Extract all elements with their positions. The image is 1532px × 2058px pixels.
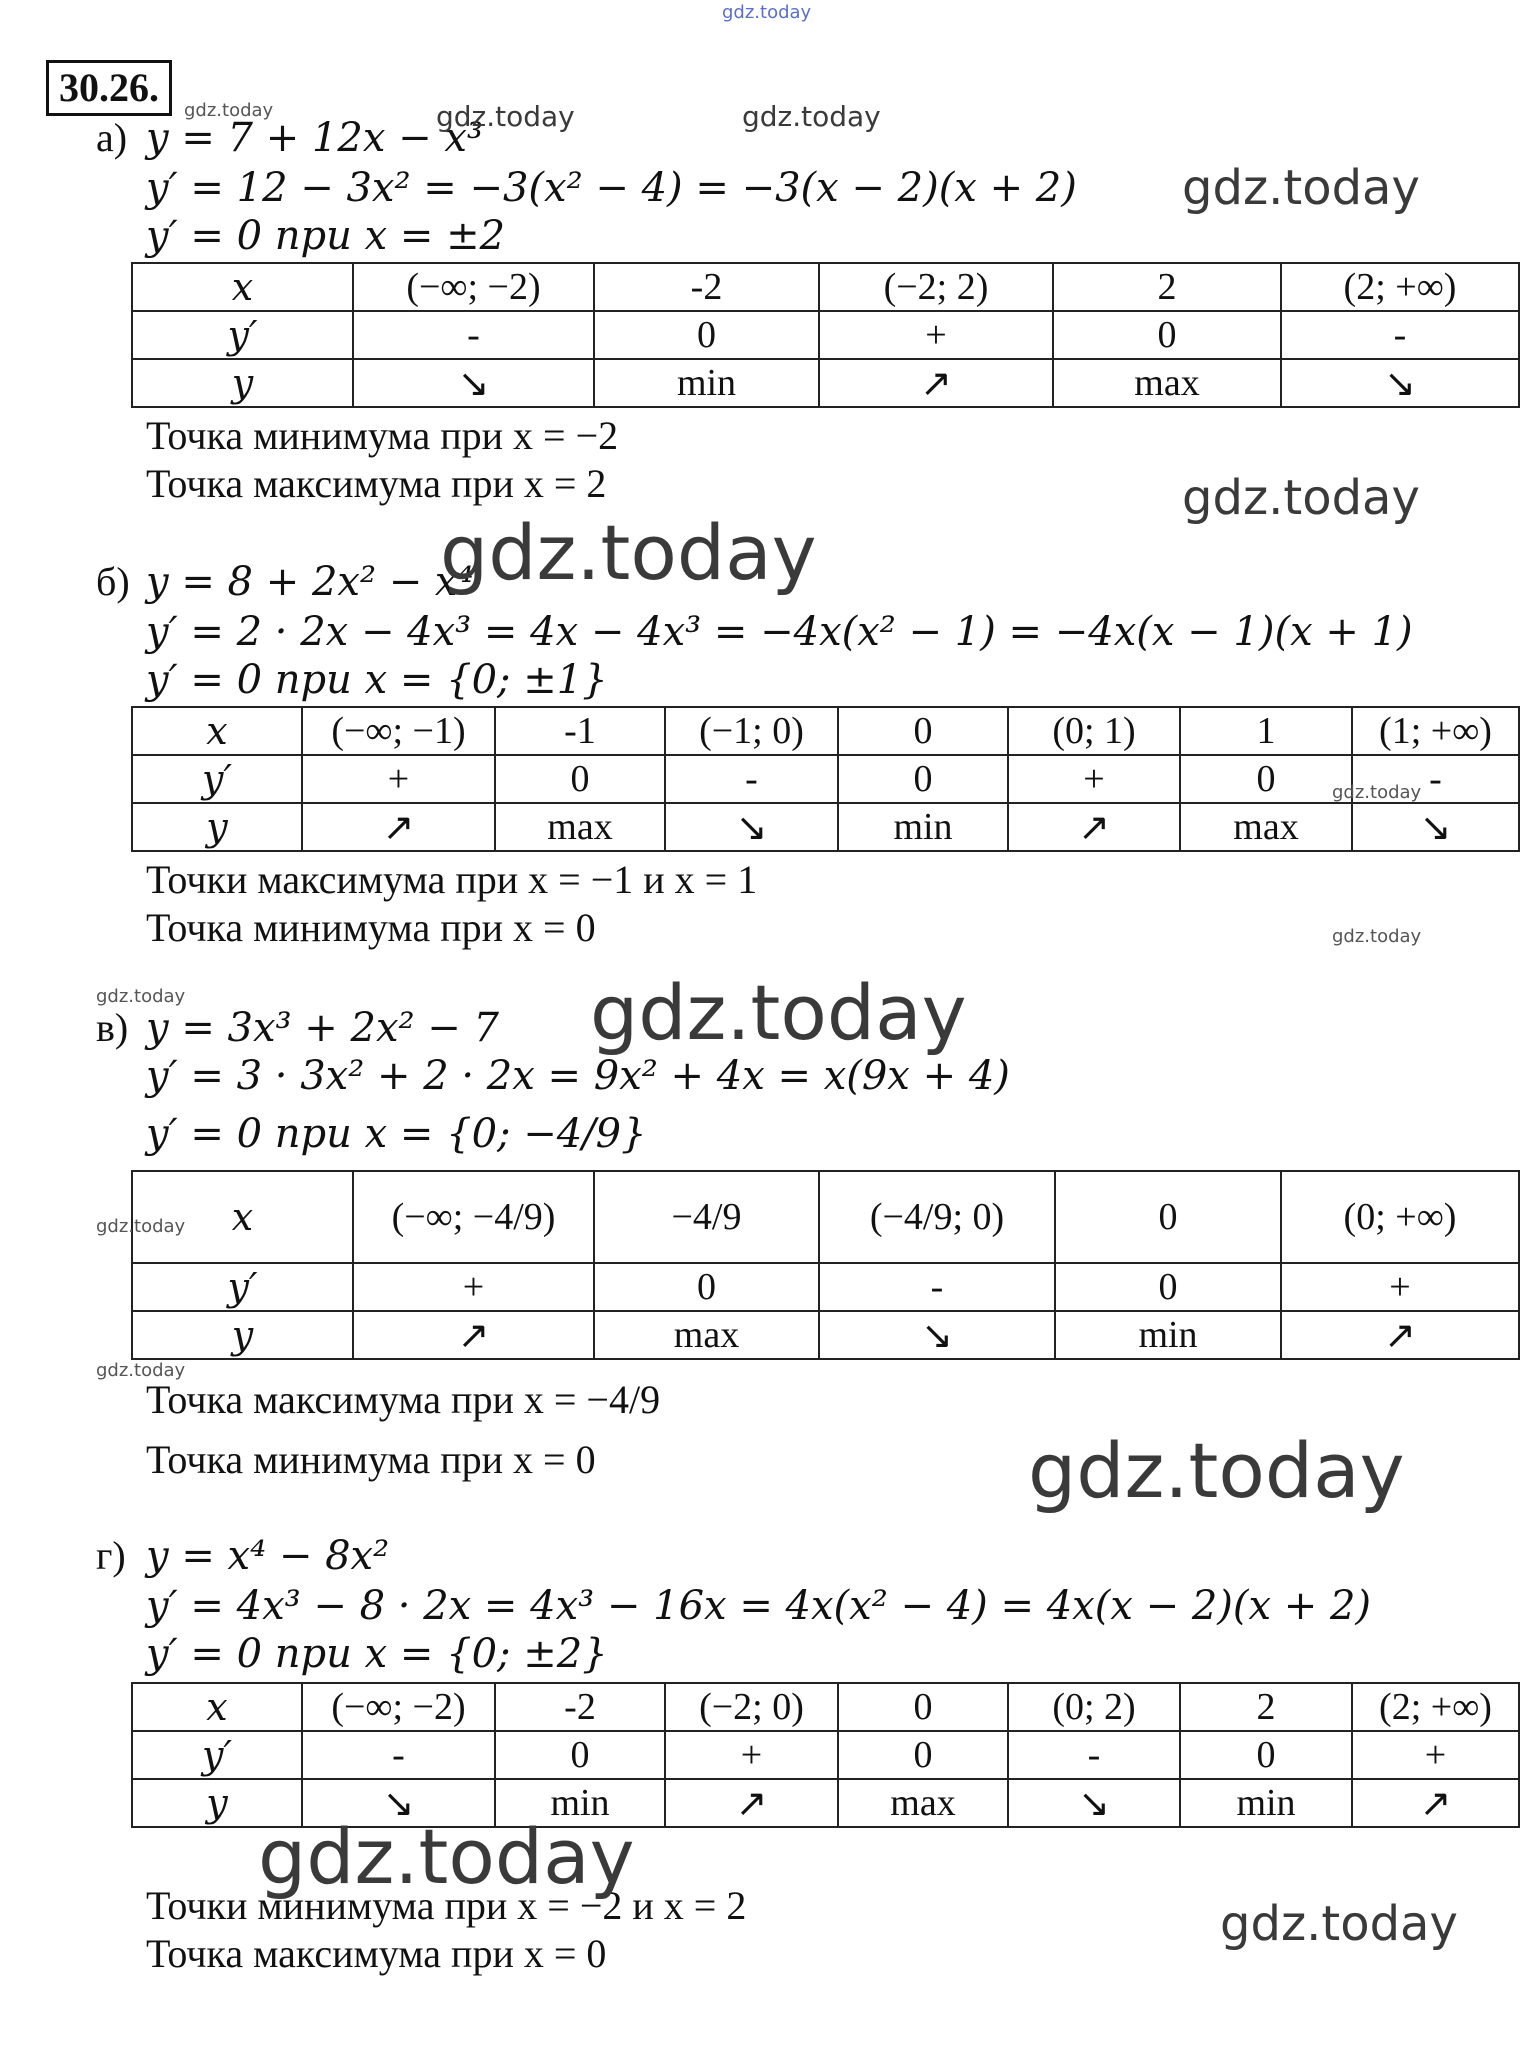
table-cell: -: [1008, 1731, 1180, 1779]
watermark: gdz.today: [1028, 1426, 1405, 1515]
table-cell: -: [1281, 311, 1519, 359]
part-d-critical-points: y′ = 0 при x = {0; ±2}: [146, 1631, 608, 1677]
part-c-conclusion-2: Точка минимума при x = 0: [146, 1437, 596, 1482]
watermark: gdz.today: [258, 1812, 635, 1901]
table-cell: 2: [1180, 1683, 1352, 1731]
table-cell: (−∞; −2): [302, 1683, 495, 1731]
part-b-conclusion-2: Точка минимума при x = 0: [146, 905, 596, 950]
watermark: gdz.today: [96, 1216, 186, 1237]
table-row-header: x: [132, 1683, 302, 1731]
table-cell: +: [302, 755, 495, 803]
part-c-function: y = 3x³ + 2x² − 7: [146, 1005, 499, 1051]
table-row-header: x: [132, 707, 302, 755]
part-a-sign-table: [131, 262, 1520, 408]
table-derivative-row: [132, 311, 1519, 359]
table-cell: -2: [495, 1683, 665, 1731]
table-cell: (−4/9; 0): [819, 1171, 1055, 1263]
table-row-header: x: [132, 263, 353, 311]
table-cell: ↘: [819, 1311, 1055, 1359]
table-cell: (−2; 0): [665, 1683, 838, 1731]
table-cell: -: [819, 1263, 1055, 1311]
watermark-top: gdz.today: [722, 2, 812, 23]
table-cell: 0: [495, 755, 665, 803]
part-a-conclusion-2: Точка максимума при x = 2: [146, 461, 607, 506]
table-cell: min: [1180, 1779, 1352, 1827]
watermark: gdz.today: [1182, 160, 1420, 216]
watermark: gdz.today: [1332, 926, 1422, 947]
table-cell: 0: [594, 1263, 819, 1311]
part-b-derivative: y′ = 2 · 2x − 4x³ = 4x − 4x³ = −4x(x² − 1) = −4x(x − 1)(x + 1): [146, 609, 1413, 655]
table-row-header: x: [132, 1171, 353, 1263]
part-a-conclusion-1: Точка минимума при x = −2: [146, 413, 619, 458]
table-cell: min: [838, 803, 1008, 851]
part-b-label: б): [96, 559, 130, 604]
table-cell: -: [665, 755, 838, 803]
watermark: gdz.today: [440, 508, 817, 597]
table-cell: (2; +∞): [1281, 263, 1519, 311]
table-cell: 0: [1055, 1263, 1281, 1311]
table-row-header: y′: [132, 1731, 302, 1779]
table-cell: (−∞; −1): [302, 707, 495, 755]
table-cell: +: [665, 1731, 838, 1779]
table-cell: (2; +∞): [1352, 1683, 1519, 1731]
part-d-sign-table: [131, 1682, 1520, 1828]
table-cell: (−1; 0): [665, 707, 838, 755]
table-cell: max: [838, 1779, 1008, 1827]
table-derivative-row: [132, 755, 1519, 803]
table-cell: -: [302, 1731, 495, 1779]
watermark: gdz.today: [96, 986, 186, 1007]
table-cell: ↘: [1008, 1779, 1180, 1827]
watermark: gdz.today: [590, 968, 967, 1057]
table-cell: 0: [1180, 755, 1352, 803]
table-cell: 2: [1053, 263, 1281, 311]
watermark: gdz.today: [1332, 782, 1422, 803]
table-cell: 0: [1180, 1731, 1352, 1779]
table-row-header: y: [132, 803, 302, 851]
part-d-function: y = x⁴ − 8x²: [146, 1533, 390, 1579]
table-x-row: [132, 1171, 1519, 1263]
table-cell: ↗: [1281, 1311, 1519, 1359]
part-c-conclusion-1: Точка максимума при x = −4/9: [146, 1377, 661, 1422]
part-b-critical-points: y′ = 0 при x = {0; ±1}: [146, 657, 608, 703]
table-derivative-row: [132, 1263, 1519, 1311]
part-a-critical-points: y′ = 0 при x = ±2: [146, 213, 506, 259]
table-function-row: [132, 359, 1519, 407]
table-cell: 0: [838, 755, 1008, 803]
table-cell: ↗: [353, 1311, 594, 1359]
problem-number: 30.26.: [46, 60, 172, 116]
part-d-conclusion-1: Точки минимума при x = −2 и x = 2: [146, 1883, 747, 1928]
table-x-row: [132, 263, 1519, 311]
watermark: gdz.today: [742, 100, 881, 133]
watermark: gdz.today: [1220, 1896, 1458, 1952]
table-cell: ↗: [1352, 1779, 1519, 1827]
part-c-sign-table: [131, 1170, 1520, 1360]
part-b-conclusion-1: Точки максимума при x = −1 и x = 1: [146, 857, 758, 902]
table-cell: −4/9: [594, 1171, 819, 1263]
watermark: gdz.today: [184, 100, 274, 121]
table-cell: (1; +∞): [1352, 707, 1519, 755]
part-a-function: y = 7 + 12x − x³: [146, 115, 483, 161]
table-row-header: y: [132, 1779, 302, 1827]
table-cell: -: [353, 311, 594, 359]
part-c-derivative: y′ = 3 · 3x² + 2 · 2x = 9x² + 4x = x(9x + 4): [146, 1053, 1010, 1099]
part-c-critical-points: y′ = 0 при x = {0; −4/9}: [146, 1111, 647, 1157]
table-cell: (0; 1): [1008, 707, 1180, 755]
table-cell: +: [1281, 1263, 1519, 1311]
table-cell: min: [1055, 1311, 1281, 1359]
table-row-header: y′: [132, 755, 302, 803]
table-cell: max: [495, 803, 665, 851]
table-cell: +: [1352, 1731, 1519, 1779]
table-cell: max: [1180, 803, 1352, 851]
table-cell: 0: [838, 1731, 1008, 1779]
table-cell: 0: [1055, 1171, 1281, 1263]
table-row-header: y′: [132, 311, 353, 359]
table-cell: 0: [838, 707, 1008, 755]
table-cell: -2: [594, 263, 819, 311]
table-cell: (−2; 2): [819, 263, 1053, 311]
table-cell: 0: [594, 311, 819, 359]
table-cell: max: [1053, 359, 1281, 407]
watermark: gdz.today: [1182, 470, 1420, 526]
table-x-row: [132, 707, 1519, 755]
table-cell: -1: [495, 707, 665, 755]
part-b-sign-table: [131, 706, 1520, 852]
table-row-header: y: [132, 1311, 353, 1359]
part-a-derivative: y′ = 12 − 3x² = −3(x² − 4) = −3(x − 2)(x + 2): [146, 165, 1077, 211]
part-d-conclusion-2: Точка максимума при x = 0: [146, 1931, 607, 1976]
table-cell: +: [353, 1263, 594, 1311]
table-cell: ↘: [1281, 359, 1519, 407]
table-cell: ↘: [353, 359, 594, 407]
table-cell: ↗: [302, 803, 495, 851]
table-cell: (−∞; −4/9): [353, 1171, 594, 1263]
table-row-header: y: [132, 359, 353, 407]
watermark: gdz.today: [436, 100, 575, 133]
table-row-header: y′: [132, 1263, 353, 1311]
part-b-function: y = 8 + 2x² − x⁴: [146, 559, 474, 605]
table-cell: (−∞; −2): [353, 263, 594, 311]
table-cell: ↗: [665, 1779, 838, 1827]
table-cell: +: [1008, 755, 1180, 803]
table-cell: 0: [838, 1683, 1008, 1731]
table-cell: (0; 2): [1008, 1683, 1180, 1731]
table-function-row: [132, 1311, 1519, 1359]
table-x-row: [132, 1683, 1519, 1731]
part-d-derivative: y′ = 4x³ − 8 · 2x = 4x³ − 16x = 4x(x² − 4) = 4x(x − 2)(x + 2): [146, 1583, 1372, 1629]
table-cell: ↗: [1008, 803, 1180, 851]
table-cell: (0; +∞): [1281, 1171, 1519, 1263]
table-cell: min: [594, 359, 819, 407]
table-cell: 0: [1053, 311, 1281, 359]
table-cell: -: [1352, 755, 1519, 803]
part-a-label: а): [96, 115, 128, 160]
table-cell: ↘: [302, 1779, 495, 1827]
table-function-row: [132, 803, 1519, 851]
part-d-label: г): [96, 1533, 126, 1578]
watermark: gdz.today: [96, 1360, 186, 1381]
table-cell: ↘: [665, 803, 838, 851]
table-cell: max: [594, 1311, 819, 1359]
table-cell: min: [495, 1779, 665, 1827]
table-derivative-row: [132, 1731, 1519, 1779]
table-cell: 1: [1180, 707, 1352, 755]
table-cell: ↗: [819, 359, 1053, 407]
table-cell: ↘: [1352, 803, 1519, 851]
table-cell: 0: [495, 1731, 665, 1779]
part-c-label: в): [96, 1005, 129, 1050]
table-cell: +: [819, 311, 1053, 359]
